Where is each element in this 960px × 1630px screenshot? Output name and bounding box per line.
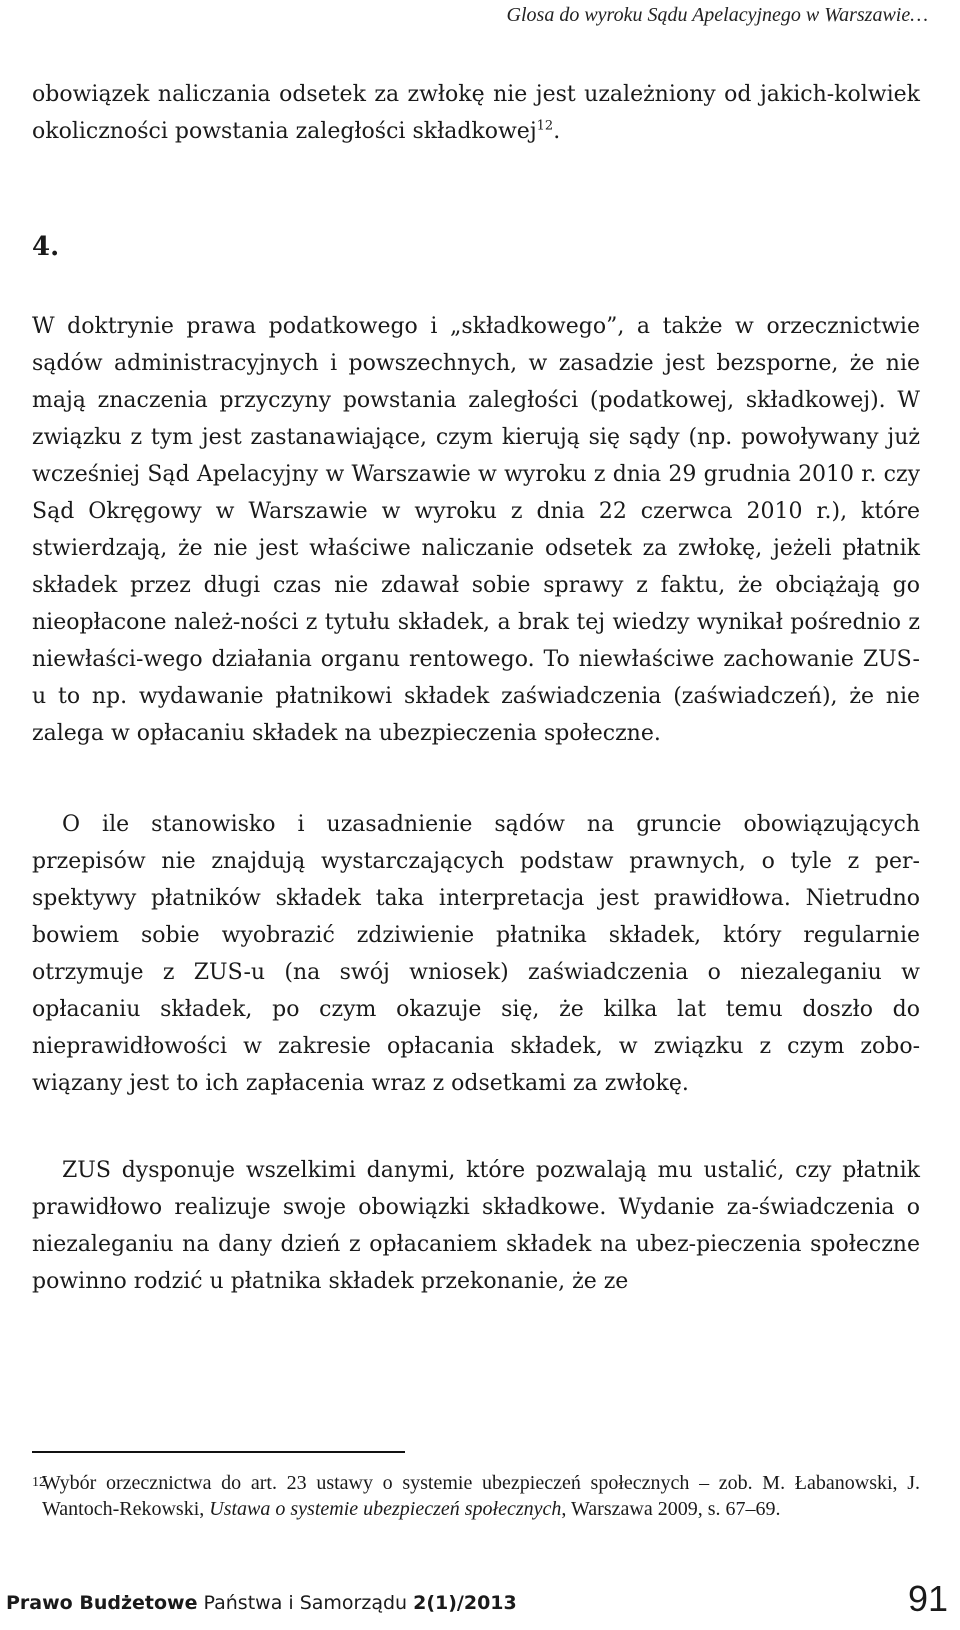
paragraph-2: O ile stanowisko i uzasadnienie sądów na gruncie obowiązujących przepisów nie znajdują wystarczających podstaw prawnych, o tyle z per-spektywy płatników składek taka interpretacja jest prawidłowa. Nietrudno bowiem sobie wyobrazić zdziwienie płatnika składek, który regularnie otrzymuje z ZUS-u (na swój wniosek) zaświadczenia o niezaleganiu w opłacaniu składek, po czym okazuje się, że kilka lat temu doszło do nieprawidłowości w zakresie opłacania składek, w związku z czym zobo-wiązany jest to ich zapłacenia wraz z odsetkami za zwłokę. (32, 812, 920, 1096)
footnote-text-after: , Warszawa 2009, s. 67–69. (561, 1498, 781, 1520)
intro-text: obowiązek naliczania odsetek za zwłokę nie jest uzależniony od jakich-kolwiek okoliczności powstania zaległości składkowej (32, 82, 920, 144)
section-number: 4. (32, 232, 60, 262)
running-header: Glosa do wyroku Sądu Apelacyjnego w Warszawie… (506, 4, 928, 26)
footnote-text (42, 1470, 920, 1522)
journal-issue: 2(1)/2013 (413, 1592, 517, 1614)
footnote-reference[interactable]: 12 (536, 118, 554, 134)
paragraph-1: W doktrynie prawa podatkowego i „składkowego”, a także w orzecznictwie sądów administracyjnych i powszechnych, w zasadzie jest bezsporne, że nie mają znaczenia przyczyny powstania zaległości (podatkowej, składkowej). W związku z tym jest zastanawiające, czym kierują się sądy (np. powoływany już wcześniej Sąd Apelacyjny w Warszawie w wyroku z dnia 29 grudnia 2010 r. czy Sąd Okręgowy w Warszawie w wyroku z dnia 22 czerwca 2010 r.), które stwierdzają, że nie jest właściwe naliczanie odsetek za zwłokę, jeżeli płatnik składek przez długi czas nie zdawał sobie sprawy z faktu, że obciążają go nieopłacone należ-ności z tytułu składek, a brak tej wiedzy wynikał pośrednio z niewłaści-wego działania organu rentowego. To niewłaściwe zachowanie ZUS-u to np. wydawanie płatnikowi składek zaświadczenia (zaświadczeń), że nie zalega w opłacaniu składek na ubezpieczenia społeczne. (32, 314, 920, 746)
journal-name-bold: Prawo Budżetowe (6, 1592, 198, 1614)
footnote-text-before: Wybór orzecznictwa do art. 23 ustawy o systemie ubezpieczeń społecznych – zob. M. Łabanowski, J. Wantoch-Rekowski, (42, 1472, 920, 1520)
footnote-number: 12 (32, 1475, 46, 1490)
journal-footer (6, 1592, 517, 1614)
page-number: 91 (907, 1578, 948, 1619)
intro-paragraph: obowiązek naliczania odsetek za zwłokę nie jest uzależniony od jakich-kolwiek okoliczności powstania zaległości składkowej$^{12}$. (32, 82, 920, 144)
footnote-cited-title: Ustawa o systemie ubezpieczeń społecznych (209, 1498, 562, 1520)
journal-name-rest: Państwa i Samorządu (203, 1592, 408, 1614)
footnote-separator (32, 1451, 405, 1453)
paragraph-3: ZUS dysponuje wszelkimi danymi, które pozwalają mu ustalić, czy płatnik prawidłowo realizuje swoje obowiązki składkowe. Wydanie za-świadczenia o niezaleganiu na dany dzień z opłacaniem składek na ubez-pieczenia społeczne powinno rodzić u płatnika składek przekonanie, że ze (32, 1158, 920, 1294)
